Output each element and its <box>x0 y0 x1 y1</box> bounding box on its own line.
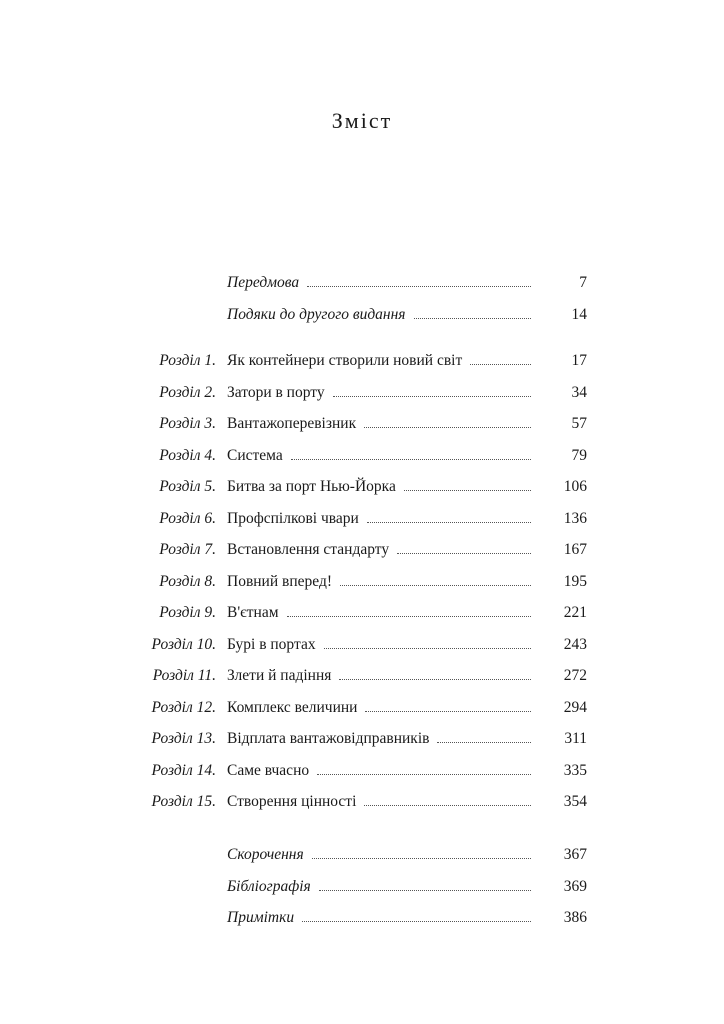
dot-leader <box>365 711 531 712</box>
toc-page-number: 79 <box>571 446 587 464</box>
toc-back-matter <box>0 846 724 941</box>
chapter-label: Розділ 13. <box>151 730 216 747</box>
chapter-label: Розділ 7. <box>159 541 216 558</box>
toc-page-number: 311 <box>564 730 587 747</box>
dot-leader <box>397 553 531 554</box>
toc-entry-title: Як контейнери створили новий світ <box>227 352 463 369</box>
chapter-label: Розділ 11. <box>152 667 216 684</box>
toc-entry-title: Примітки <box>227 909 295 926</box>
toc-entry-title: Система <box>227 446 283 464</box>
toc-entry[interactable] <box>0 604 724 636</box>
dot-leader <box>414 318 531 319</box>
toc-entry-title: Комплекс величини <box>227 698 358 716</box>
toc-entry-title: Передмова <box>227 274 300 291</box>
toc-page-number: 17 <box>571 352 587 369</box>
toc-entry-title: Бурі в портах <box>227 635 316 653</box>
toc-entry[interactable] <box>0 306 724 338</box>
chapter-label: Розділ 8. <box>159 572 216 590</box>
toc-entry[interactable] <box>0 878 724 910</box>
dot-leader <box>333 396 531 397</box>
chapter-label: Розділ 9. <box>159 604 216 621</box>
toc-entry[interactable] <box>0 573 724 605</box>
toc-entry[interactable] <box>0 447 724 479</box>
toc-entry-title: Злети й падіння <box>227 667 332 684</box>
toc-entry[interactable] <box>0 846 724 878</box>
dot-leader <box>302 921 531 922</box>
chapter-label: Розділ 2. <box>159 383 216 401</box>
toc-page-number: 272 <box>563 667 587 684</box>
toc-entry-title: Повний вперед! <box>227 572 332 590</box>
dot-leader <box>291 459 531 460</box>
chapter-label: Розділ 10. <box>151 635 216 653</box>
chapter-label: Розділ 15. <box>151 793 216 810</box>
toc-entry[interactable] <box>0 909 724 941</box>
chapter-label: Розділ 14. <box>151 761 216 779</box>
dot-leader <box>312 858 531 859</box>
toc-entry[interactable] <box>0 384 724 416</box>
toc-entry[interactable] <box>0 541 724 573</box>
dot-leader <box>404 490 531 491</box>
toc-entry[interactable] <box>0 667 724 699</box>
toc-page-number: 34 <box>571 383 587 401</box>
toc-entry[interactable] <box>0 762 724 794</box>
dot-leader <box>319 890 531 891</box>
toc-entry[interactable] <box>0 274 724 306</box>
toc-chapters <box>0 352 724 825</box>
toc-page-number: 335 <box>563 761 587 779</box>
chapter-label: Розділ 1. <box>159 352 216 369</box>
toc-entry[interactable] <box>0 793 724 825</box>
toc-page-number: 294 <box>563 698 587 716</box>
toc-entry[interactable] <box>0 478 724 510</box>
toc-page-number: 243 <box>563 635 587 653</box>
toc-entry-title: Подяки до другого видання <box>227 305 406 323</box>
toc-entry[interactable] <box>0 730 724 762</box>
dot-leader <box>364 427 531 428</box>
toc-entry-title: Профспілкові чвари <box>227 509 359 527</box>
dot-leader <box>340 585 531 586</box>
toc-entry-title: Саме вчасно <box>227 761 310 779</box>
toc-entry[interactable] <box>0 699 724 731</box>
toc-entry-title: Бібліографія <box>227 877 311 895</box>
toc-page-number: 167 <box>563 541 587 558</box>
toc-entry-title: Скорочення <box>227 846 304 863</box>
toc-entry-title: Битва за порт Нью-Йорка <box>227 478 396 495</box>
toc-page-number: 221 <box>563 604 587 621</box>
dot-leader <box>324 648 531 649</box>
chapter-label: Розділ 3. <box>159 415 216 432</box>
toc-front-matter <box>0 274 724 337</box>
dot-leader <box>367 522 531 523</box>
toc-entry[interactable] <box>0 352 724 384</box>
toc-entry[interactable] <box>0 510 724 542</box>
page-title: Зміст <box>331 108 393 133</box>
dot-leader <box>470 364 531 365</box>
toc-entry-title: Створення цінності <box>227 793 357 810</box>
toc-page-number: 367 <box>563 846 587 863</box>
chapter-label: Розділ 5. <box>159 478 216 495</box>
dot-leader <box>364 805 531 806</box>
toc-page-number: 195 <box>563 572 587 590</box>
toc-entry-title: Затори в порту <box>227 383 325 401</box>
toc-page-number: 136 <box>563 509 587 527</box>
toc-page-number: 106 <box>563 478 587 495</box>
toc-entry-title: В'єтнам <box>227 604 279 621</box>
chapter-label: Розділ 6. <box>159 509 216 527</box>
toc-page-number: 354 <box>563 793 587 810</box>
toc-entry-title: Вантажоперевізник <box>227 415 357 432</box>
toc-page-number: 369 <box>563 877 587 895</box>
toc-entry[interactable] <box>0 636 724 668</box>
toc-entry[interactable] <box>0 415 724 447</box>
dot-leader <box>437 742 531 743</box>
toc-entry-title: Встановлення стандарту <box>227 541 390 558</box>
dot-leader <box>339 679 531 680</box>
dot-leader <box>287 616 531 617</box>
toc-page-number: 57 <box>571 415 587 432</box>
toc-page-number: 7 <box>579 274 587 291</box>
dot-leader <box>317 774 531 775</box>
chapter-label: Розділ 12. <box>151 698 216 716</box>
toc-entry-title: Відплата вантажовідправників <box>227 730 430 747</box>
toc-page-number: 386 <box>563 909 587 926</box>
chapter-label: Розділ 4. <box>159 446 216 464</box>
toc-page-number: 14 <box>571 305 587 323</box>
dot-leader <box>307 286 531 287</box>
